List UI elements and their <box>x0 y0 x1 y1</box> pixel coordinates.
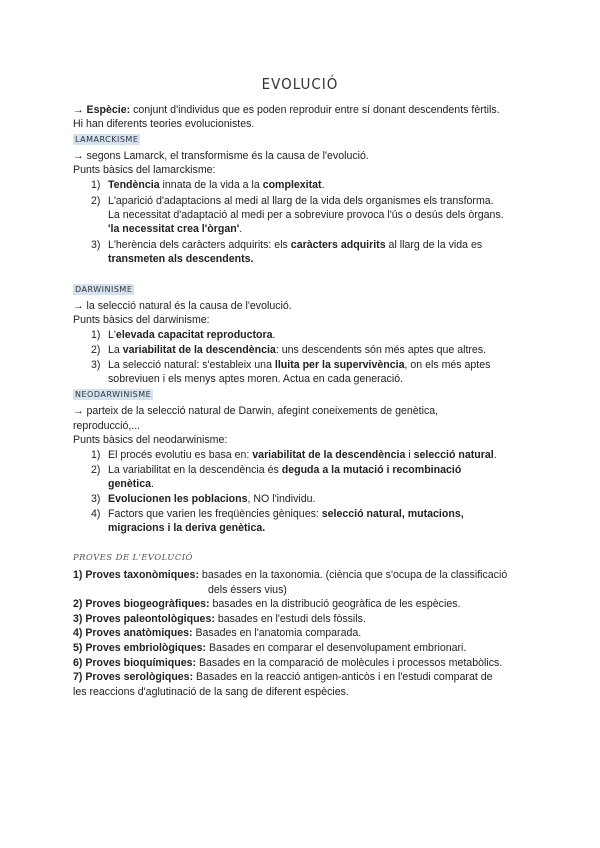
bold-text: transmeten als descendents. <box>108 253 254 265</box>
darwin-points-heading: Punts bàsics del darwinisme: <box>73 314 210 326</box>
text: Basades en comparar el desenvolupament embrionari. <box>206 642 467 654</box>
text: Basades en la comparació de molècules i processos metabòlics. <box>196 657 503 669</box>
bold-text: variabilitat de la descendència <box>122 344 276 356</box>
list-number: 1) <box>91 329 101 341</box>
list-number: 2) <box>91 195 101 207</box>
bold-text: 'la necessitat crea l'òrgan' <box>108 223 240 235</box>
text: : uns descendents són més aptes que altres. <box>275 344 487 356</box>
list-number: 4) <box>91 508 101 520</box>
bold-text: 6) Proves bioquímiques: <box>73 657 197 669</box>
list-number: 3) <box>91 239 101 251</box>
text: Basades en la reacció antigen-anticòs i en l'estudi comparat de <box>193 671 493 683</box>
proves-item <box>73 626 361 640</box>
text: . <box>272 329 276 341</box>
arrow-icon: → <box>73 104 84 116</box>
bold-text: lluita per la supervivència <box>274 359 405 371</box>
bold-text: elevada capacitat reproductora <box>115 329 273 341</box>
proves-item <box>73 656 502 670</box>
intro-line-2: Hi han diferents teories evolucionistes. <box>73 118 255 130</box>
list-item-continuation <box>108 222 242 236</box>
text: i <box>405 449 414 461</box>
bold-text: 7) Proves serològiques: <box>73 671 194 683</box>
section-tag-neodarwinisme: NEODARWINISME <box>75 390 152 399</box>
section-tag-lamarckisme: LAMARCKISME <box>75 135 139 144</box>
text: basades en la taxonomia. (ciència que s'ocupa de la classificació <box>198 569 508 581</box>
page-title: EVOLUCIÓ <box>261 75 339 93</box>
list-item <box>108 343 486 357</box>
bold-text: 5) Proves embriològiques: <box>73 642 207 654</box>
bold-text: migracions i la deriva genètica. <box>108 522 266 534</box>
neodarwin-definition: → parteix de la selecció natural de Darwin, afegint coneixements de genètica, <box>73 405 439 417</box>
list-number: 2) <box>91 464 101 476</box>
bold-text: caràcters adquirits <box>290 239 386 251</box>
text: . <box>321 179 325 191</box>
proves-item-continuation: les reaccions d'aglutinació de la sang de diferent espècies. <box>73 686 349 698</box>
text: L'herència dels caràcters adquirits: els <box>108 239 291 251</box>
text: basades en la distribució geogràfica de les espècies. <box>209 598 461 610</box>
list-item <box>108 463 461 477</box>
section-tag-darwinisme: DARWINISME <box>75 285 133 294</box>
intro-definition: conjunt d'individus que es poden reproduir entre sí donant descendents fèrtils. <box>130 104 500 116</box>
list-item <box>108 492 315 506</box>
list-item <box>108 238 482 252</box>
list-item-continuation: La necessitat d'adaptació al medi per a sobreviure provoca l'ús o desús dels òrgans. <box>108 209 504 221</box>
text: El procés evolutiu es basa en: <box>108 449 253 461</box>
bold-text: 2) Proves biogeogràfiques: <box>73 598 210 610</box>
list-number: 1) <box>91 449 101 461</box>
lamarck-definition: → segons Lamarck, el transformisme és la causa de l'evolució. <box>73 150 369 162</box>
bold-text: deguda a la mutació i recombinació <box>281 464 462 476</box>
bold-text: 4) Proves anatòmiques: <box>73 627 193 639</box>
text: basades en l'estudi dels fòssils. <box>214 613 366 625</box>
list-item <box>108 178 325 192</box>
intro-line <box>73 103 500 117</box>
list-item: L'aparició d'adaptacions al medi al llarg de la vida dels organismes els transforma. <box>108 195 494 207</box>
proves-item <box>73 612 366 626</box>
text: . <box>239 223 243 235</box>
text: al llarg de la vida es <box>385 239 483 251</box>
bold-text: genètica <box>108 478 151 490</box>
bold-text: 1) Proves taxonòmiques: <box>73 569 199 581</box>
neodarwin-definition-continuation: reproducció,... <box>73 420 141 432</box>
bold-text: variabilitat de la descendència <box>252 449 406 461</box>
lamarck-points-heading: Punts bàsics del lamarckisme: <box>73 164 216 176</box>
proves-item <box>73 597 460 611</box>
proves-item-continuation: dels éssers vius) <box>208 584 287 596</box>
text: , NO l'individu. <box>247 493 316 505</box>
proves-item <box>73 568 507 582</box>
text: L' <box>108 329 116 341</box>
list-item-continuation <box>108 521 265 535</box>
list-item <box>108 328 276 342</box>
neodarwin-points-heading: Punts bàsics del neodarwinisme: <box>73 434 228 446</box>
list-number: 2) <box>91 344 101 356</box>
bold-text: selecció natural <box>413 449 494 461</box>
list-item <box>108 358 490 372</box>
text: Basades en l'anatomia comparada. <box>192 627 362 639</box>
list-item <box>108 507 464 521</box>
text: Factors que varien les freqüències gèniques: <box>108 508 322 520</box>
text: innata de la vida a la <box>159 179 263 191</box>
proves-item <box>73 670 493 684</box>
list-item-continuation <box>108 477 154 491</box>
bold-text: Evolucionen les poblacions <box>108 493 248 505</box>
intro-term: Espècie: <box>86 104 131 116</box>
list-item <box>108 448 497 462</box>
text: . <box>150 478 154 490</box>
list-number: 3) <box>91 359 101 371</box>
bold-text: 3) Proves paleontològiques: <box>73 613 215 625</box>
text: La variabilitat en la descendència és <box>108 464 282 476</box>
text: La selecció natural: s'estableix una <box>108 359 275 371</box>
text: , on els més aptes <box>404 359 491 371</box>
bold-text: selecció natural, mutacions, <box>321 508 464 520</box>
bold-text: Tendència <box>108 179 160 191</box>
proves-heading: PROVES DE L'EVOLUCIÓ <box>73 553 193 563</box>
darwin-definition: → la selecció natural és la causa de l'evolució. <box>73 300 292 312</box>
bold-text: complexitat <box>262 179 322 191</box>
list-item-continuation <box>108 252 253 266</box>
list-item-continuation: sobreviuen i els menys aptes moren. Actua en cada generació. <box>108 373 404 385</box>
proves-item <box>73 641 466 655</box>
text: La <box>108 344 123 356</box>
text: . <box>493 449 497 461</box>
list-number: 1) <box>91 179 101 191</box>
list-number: 3) <box>91 493 101 505</box>
